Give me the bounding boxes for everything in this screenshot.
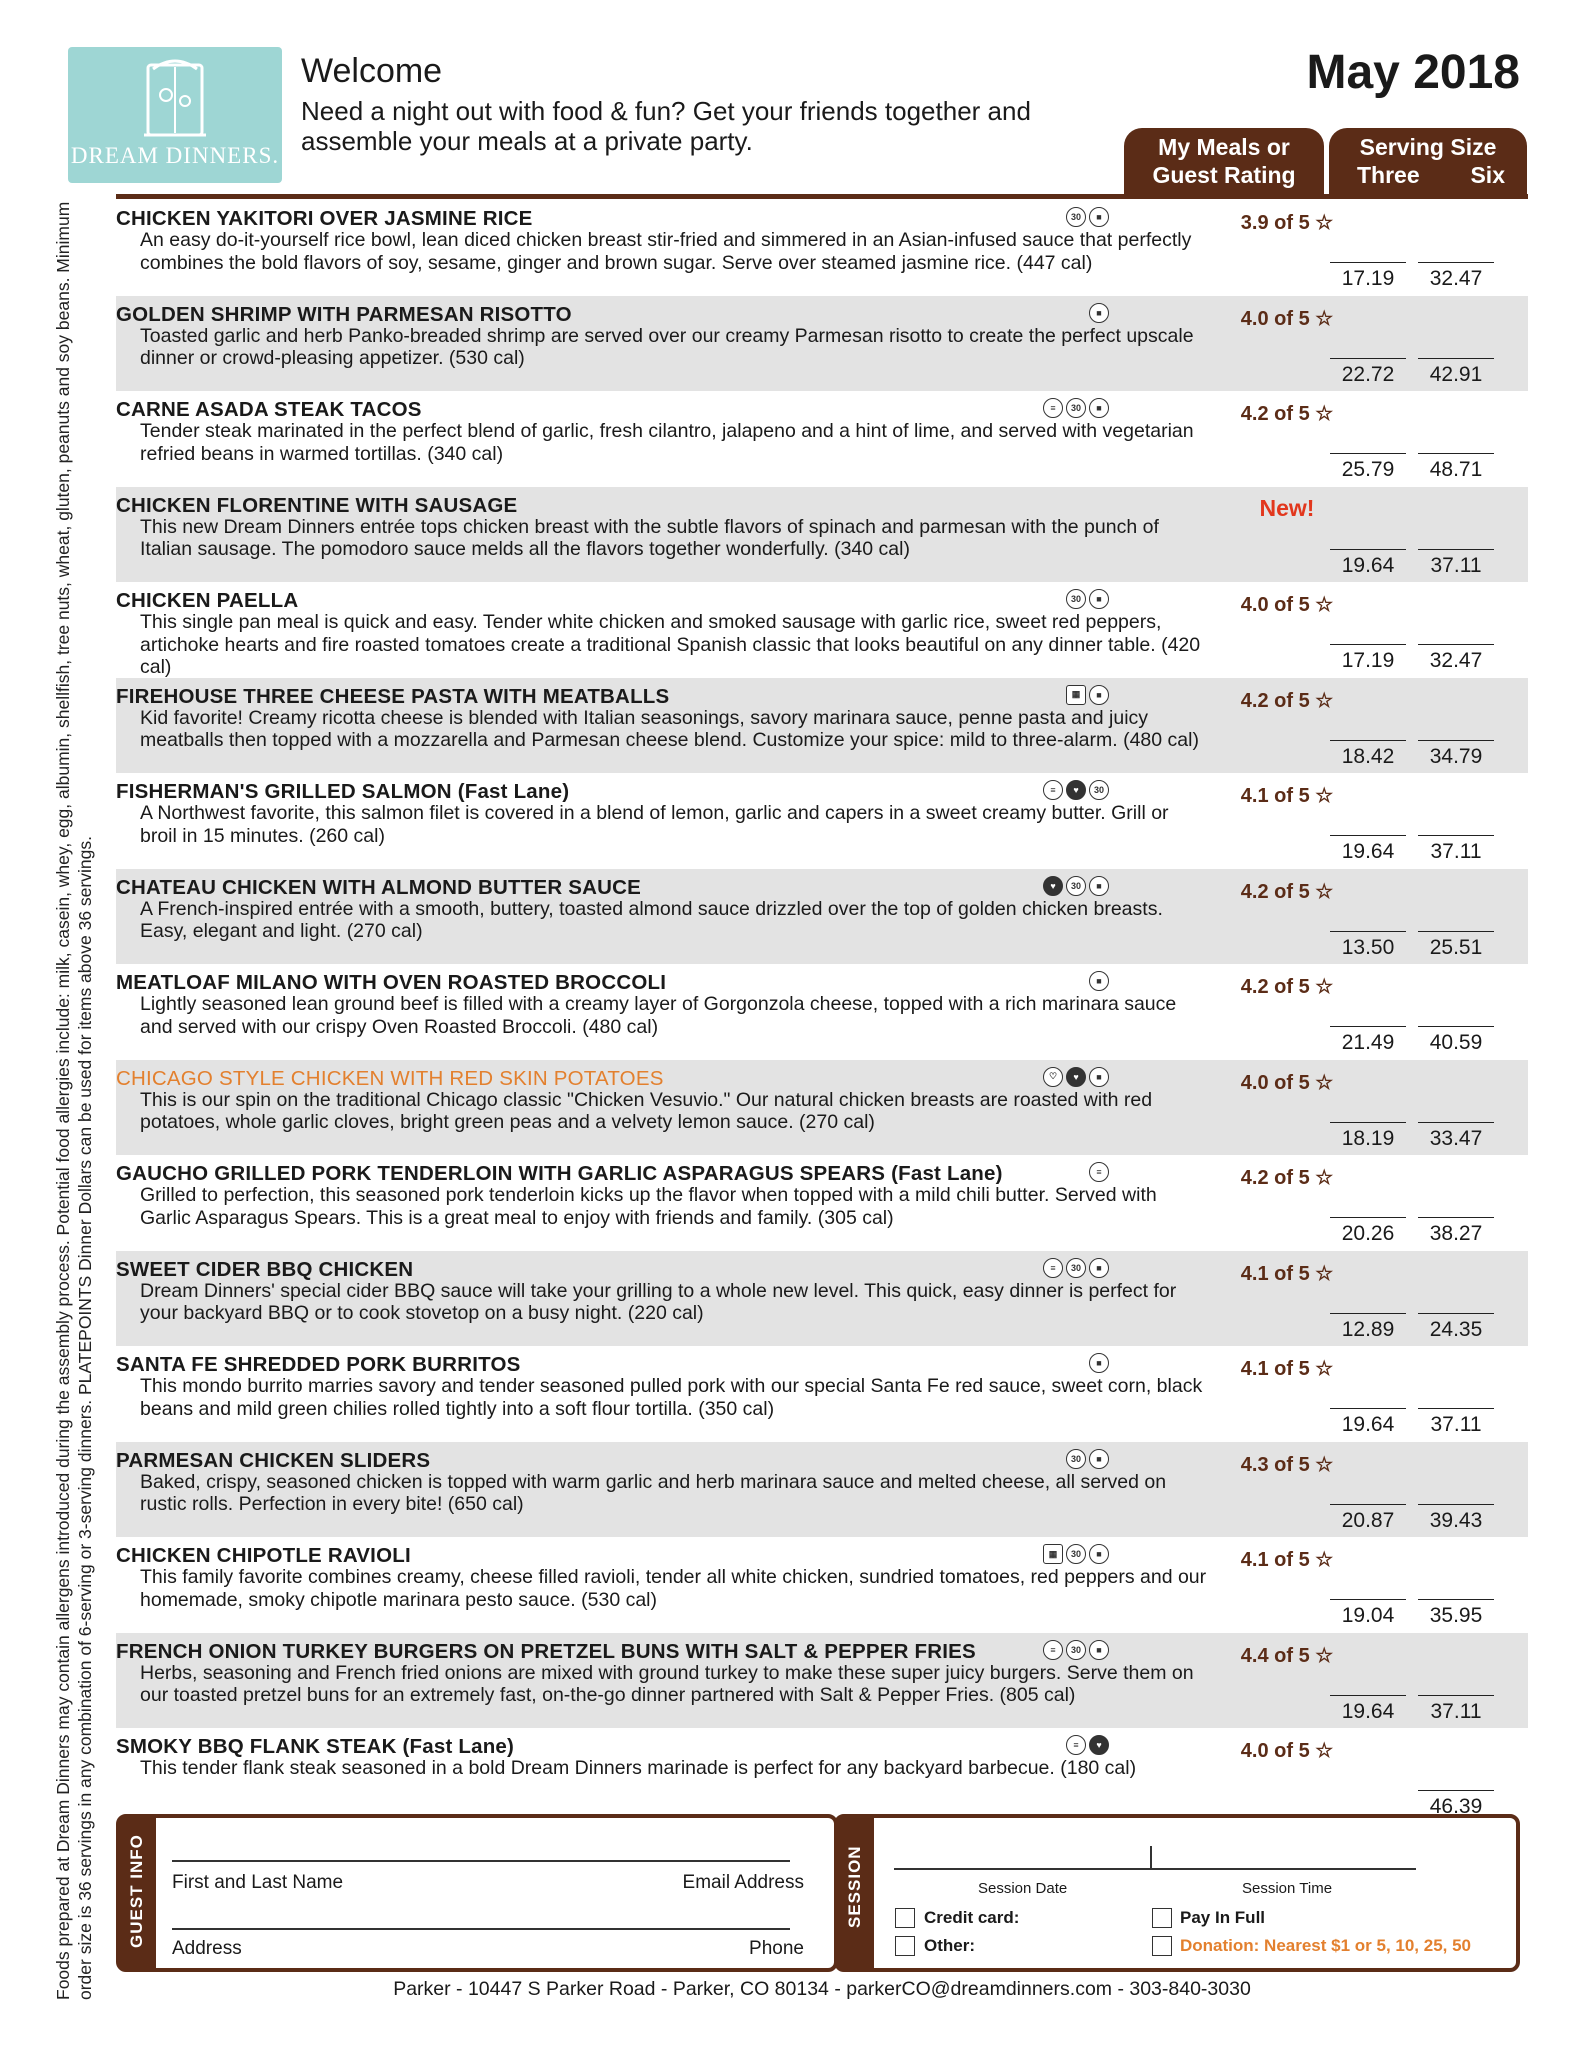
guest-rating: 4.1 of 5 ☆ [1240, 1262, 1334, 1285]
menu-item-icons [1066, 1449, 1109, 1471]
guest-rating: 4.1 of 5 ☆ [1240, 1358, 1334, 1380]
six-serving-price-field[interactable]: 32.47 [1418, 644, 1494, 673]
oven-icon: ▦ [1043, 1544, 1063, 1564]
menu-item-name: CHICKEN YAKITORI OVER JASMINE RICE [116, 207, 533, 230]
30-minute-icon: 30 [1066, 1544, 1086, 1564]
menu-item-description: Herbs, seasoning and French fried onions are mixed with ground turkey to make these super juicy burgers. Serve them on our toasted pretzel buns for an extremely fast, on-the-go dinner partnered with Salt & Pepper Fries. (805 cal) [140, 1661, 1194, 1706]
menu-item-title [116, 1067, 664, 1091]
session-divider [1150, 1846, 1152, 1870]
store-footer: Parker - 10447 S Parker Road - Parker, CO 80134 - parkerCO@dreamdinners.com - 303-840-3030 [393, 1978, 1251, 2000]
menu-item-description: A French-inspired entrée with a smooth, buttery, toasted almond sauce drizzled over the top of golden chicken breasts. Easy, elegant and light. (270 cal) [140, 897, 1163, 942]
menu-item [116, 869, 1528, 964]
menu-item [116, 582, 1528, 677]
guest-info-strip [120, 1818, 156, 1968]
three-serving-price-field[interactable]: 21.49 [1330, 1026, 1406, 1055]
menu-item-title [116, 1258, 413, 1282]
menu-item [116, 1155, 1528, 1250]
menu-item-description: A Northwest favorite, this salmon filet is covered in a blend of lemon, garlic and capers in a sweet creamy butter. Grill or broil in 15 minutes. (260 cal) [140, 802, 1169, 847]
three-serving-price-field[interactable]: 19.64 [1330, 1408, 1406, 1437]
oven-icon: ▦ [1066, 685, 1086, 705]
three-serving-price-field[interactable]: 20.26 [1330, 1217, 1406, 1246]
name-email-line[interactable] [172, 1860, 790, 1862]
menu-item-icons [1066, 589, 1109, 611]
menu-item-description: This tender flank steak seasoned in a bold Dream Dinners marinade is perfect for any backyard barbecue. (180 cal) [140, 1757, 1137, 1779]
microwave-icon: ■ [1089, 398, 1109, 418]
menu-item-icons [1066, 1735, 1109, 1757]
menu-item [116, 200, 1528, 295]
three-serving-price-field[interactable]: 13.50 [1330, 931, 1406, 960]
six-serving-price-field[interactable]: 24.35 [1418, 1313, 1494, 1342]
menu-item-description: An easy do-it-yourself rice bowl, lean diced chicken breast stir-fried and simmered in an Asian-infused sauce that perfectly combines the bold flavors of soy, sesame, ginger and brown sugar. Serve over steamed jasmine rice. (447 cal) [140, 229, 1192, 274]
menu-item-description: This new Dream Dinners entrée tops chicken breast with the subtle flavors of spinach and parmesan with the punch of Italian sausage. The pomodoro sauce melds all the flavors together wonderfully. (340 cal) [140, 515, 1159, 560]
menu-item [116, 391, 1528, 486]
menu-item-name: CHATEAU CHICKEN WITH ALMOND BUTTER SAUCE [116, 875, 642, 899]
menu-item-description: This single pan meal is quick and easy. Tender white chicken and smoked sausage with garlic rice, sweet red peppers, artichoke hearts and fire roasted tomatoes create a traditional Spanish classic that looks beautiful on any dinner table. (420 cal) [140, 611, 1201, 678]
menu-item-title [116, 685, 669, 709]
guest-rating: 4.2 of 5 ☆ [1240, 880, 1334, 903]
microwave-icon: ■ [1089, 1449, 1109, 1469]
three-serving-price-field[interactable]: 19.04 [1330, 1599, 1406, 1628]
six-serving-price-field[interactable]: 33.47 [1418, 1122, 1494, 1151]
heart-healthy-icon: ♥ [1043, 876, 1063, 896]
menu-item-title [116, 1735, 514, 1759]
guest-rating: 4.0 of 5 ☆ [1240, 1740, 1334, 1762]
guest-rating: 4.0 of 5 ☆ [1240, 307, 1334, 330]
menu-item-title [116, 398, 422, 422]
menu-item-name: SANTA FE SHREDDED PORK BURRITOS [116, 1353, 521, 1376]
six-serving-price-field[interactable]: 35.95 [1418, 1599, 1494, 1628]
menu-item [116, 773, 1528, 868]
window-family-icon [68, 47, 282, 147]
guest-rating: 4.2 of 5 ☆ [1240, 403, 1334, 425]
six-serving-price-field[interactable]: 38.27 [1418, 1217, 1494, 1246]
menu-item-description: This mondo burrito marries savory and tender seasoned pulled pork with our special Santa Fe red sauce, sweet corn, black beans and mild green chilies rolled tightly into a soft flour tortilla. (350 cal) [140, 1375, 1203, 1420]
microwave-icon: ■ [1089, 971, 1109, 991]
30-minute-icon: 30 [1066, 1449, 1086, 1469]
donation-checkbox[interactable] [1152, 1936, 1172, 1956]
six-serving-label: Six [1470, 162, 1505, 188]
menu-item-description: This family favorite combines creamy, cheese filled ravioli, tender all white chicken, sundried tomatoes, red peppers and our homemade, smoky chipotle marinara pesto sauce. (530 cal) [140, 1566, 1207, 1611]
tagline: Need a night out with food & fun? Get your friends together and assemble your meals at a private party. [301, 96, 1031, 156]
three-serving-price-field[interactable]: 19.64 [1330, 549, 1406, 578]
30-minute-icon: 30 [1089, 780, 1109, 800]
six-serving-price-field[interactable]: 34.79 [1418, 740, 1494, 769]
session-label: SESSION [845, 1845, 864, 1928]
menu-item-description: Lightly seasoned lean ground beef is filled with a creamy layer of Gorgonzola cheese, topped with a rich marinara sauce and served with our crispy Oven Roasted Broccoli. (480 cal) [140, 993, 1177, 1038]
microwave-icon: ■ [1089, 1544, 1109, 1564]
session-strip [838, 1818, 874, 1968]
menu-item [116, 296, 1528, 391]
serving-size-label: Serving Size [1359, 134, 1497, 160]
address-phone-line[interactable] [172, 1928, 790, 1930]
menu-item-icons [1089, 303, 1109, 325]
session-box [834, 1814, 1520, 1972]
microwave-icon: ■ [1089, 685, 1109, 705]
menu-item [116, 1728, 1528, 1823]
session-date-time-line[interactable] [894, 1868, 1416, 1870]
menu-item-title [116, 1544, 411, 1568]
menu-item-icons [1043, 876, 1109, 898]
menu-item-name: CHICKEN PAELLA [116, 589, 299, 612]
menu-item-name: CARNE ASADA STEAK TACOS [116, 398, 422, 421]
phone-label: Phone [749, 1938, 804, 1959]
session-date-label: Session Date [978, 1880, 1068, 1897]
menu-item-title [116, 494, 517, 518]
menu-item-description: Toasted garlic and herb Panko-breaded shrimp are served over our creamy Parmesan risotto to create the perfect upscale dinner or crowd-pleasing appetizer. (530 cal) [140, 324, 1194, 369]
30-minute-icon: 30 [1066, 1640, 1086, 1660]
guest-rating: 4.2 of 5 ☆ [1240, 689, 1334, 712]
guest-info-label: GUEST INFO [127, 1834, 146, 1948]
welcome-heading: Welcome [301, 52, 443, 90]
three-serving-price-field[interactable]: 17.19 [1330, 262, 1406, 291]
heart-healthy-icon: ♥ [1089, 1735, 1109, 1755]
session-time-label: Session Time [1242, 1880, 1333, 1897]
menu-item [116, 964, 1528, 1059]
30-minute-icon: 30 [1066, 876, 1086, 896]
menu-item-icons [1089, 1353, 1109, 1375]
featured-heart-icon: ♡ [1043, 1067, 1063, 1087]
microwave-icon: ■ [1089, 876, 1109, 896]
three-serving-price-field[interactable]: 17.19 [1330, 644, 1406, 673]
30-minute-icon: 30 [1066, 1258, 1086, 1278]
microwave-icon: ■ [1089, 1640, 1109, 1660]
menu-item-name: SWEET CIDER BBQ CHICKEN [116, 1257, 414, 1281]
three-serving-price-field[interactable] [1330, 1790, 1406, 1794]
30-minute-icon: 30 [1066, 398, 1086, 418]
six-serving-price-field[interactable]: 42.91 [1418, 358, 1494, 387]
three-serving-price-field[interactable]: 12.89 [1330, 1313, 1406, 1342]
six-serving-price-field[interactable]: 46.39 [1418, 1790, 1494, 1819]
six-serving-price-field[interactable]: 25.51 [1418, 931, 1494, 960]
grill-icon: ≡ [1043, 398, 1063, 418]
six-serving-price-field[interactable]: 48.71 [1418, 453, 1494, 482]
guest-info-box [116, 1814, 838, 1972]
menu-item-title [116, 1162, 1003, 1186]
menu-item-icons [1043, 1067, 1109, 1089]
microwave-icon: ■ [1089, 1067, 1109, 1087]
menu-item-icons [1043, 780, 1109, 802]
fast-lane-tag: (Fast Lane) [402, 1735, 515, 1758]
menu-month: May 2018 [1306, 46, 1520, 99]
grill-icon: ≡ [1043, 1640, 1063, 1660]
six-serving-price-field[interactable]: 39.43 [1418, 1504, 1494, 1533]
credit-card-label: Credit card: [924, 1908, 1020, 1927]
six-serving-price-field[interactable]: 40.59 [1418, 1026, 1494, 1055]
menu-item-name: CHICAGO STYLE CHICKEN WITH RED SKIN POTATOES [116, 1066, 664, 1090]
menu-item [116, 1060, 1528, 1155]
menu-item [116, 1442, 1528, 1537]
menu-item-title [116, 1353, 520, 1377]
menu-item-name: GOLDEN SHRIMP WITH PARMESAN RISOTTO [116, 302, 572, 326]
menu-item-name: FISHERMAN'S GRILLED SALMON [116, 780, 452, 803]
microwave-icon: ■ [1089, 1258, 1109, 1278]
header-rule [116, 194, 1528, 199]
menu-item-title [116, 780, 569, 804]
other-checkbox[interactable] [895, 1936, 915, 1956]
microwave-icon: ■ [1089, 303, 1109, 323]
menu-item-title [116, 589, 298, 613]
menu-item-name: FIREHOUSE THREE CHEESE PASTA WITH MEATBALLS [116, 684, 670, 708]
heart-healthy-icon: ♥ [1066, 780, 1086, 800]
guest-rating: 4.1 of 5 ☆ [1240, 1549, 1334, 1571]
menu-item-icons [1043, 1640, 1109, 1662]
menu-item-icons [1089, 971, 1109, 993]
menu-item-name: CHICKEN FLORENTINE WITH SAUSAGE [116, 493, 518, 517]
pay-in-full-label: Pay In Full [1180, 1908, 1266, 1927]
guest-rating: 4.2 of 5 ☆ [1240, 976, 1334, 998]
menu-item-icons [1043, 1544, 1109, 1566]
guest-rating: 3.9 of 5 ☆ [1240, 212, 1334, 234]
microwave-icon: ■ [1089, 589, 1109, 609]
fast-lane-tag: (Fast Lane) [891, 1162, 1003, 1185]
donation-label: Donation: Nearest $1 or 5, 10, 25, 50 [1180, 1936, 1472, 1955]
grill-icon: ≡ [1089, 1162, 1109, 1182]
grill-icon: ≡ [1043, 1258, 1063, 1278]
menu-item-icons [1066, 207, 1109, 229]
three-serving-price-field[interactable]: 22.72 [1330, 358, 1406, 387]
six-serving-price-field[interactable]: 32.47 [1418, 262, 1494, 291]
microwave-icon: ■ [1089, 1353, 1109, 1373]
three-serving-label: Three [1357, 162, 1420, 188]
menu-item-description: Tender steak marinated in the perfect blend of garlic, fresh cilantro, jalapeno and a hint of lime, and served with vegetarian refried beans in warmed tortillas. (340 cal) [140, 420, 1194, 465]
menu-item-description: Grilled to perfection, this seasoned pork tenderloin kicks up the flavor when topped with a mild chili butter. Served with Garlic Asparagus Spears. This is a great meal to enjoy with friends and family. (305 cal) [140, 1184, 1157, 1229]
other-label: Other: [924, 1936, 975, 1955]
fast-lane-tag: (Fast Lane) [457, 780, 570, 803]
30-minute-icon: 30 [1066, 589, 1086, 609]
three-serving-price-field[interactable]: 18.42 [1330, 740, 1406, 769]
six-serving-price-field[interactable]: 37.11 [1418, 549, 1494, 578]
credit-card-checkbox[interactable] [895, 1908, 915, 1928]
six-serving-price-field[interactable]: 37.11 [1418, 835, 1494, 864]
guest-rating: 4.0 of 5 ☆ [1240, 594, 1334, 616]
grill-icon: ≡ [1043, 780, 1063, 800]
menu-item [116, 678, 1528, 773]
three-serving-price-field[interactable]: 20.87 [1330, 1504, 1406, 1533]
menu-item-name: PARMESAN CHICKEN SLIDERS [116, 1448, 431, 1472]
menu-item-icons [1089, 1162, 1109, 1184]
menu-item-description: Kid favorite! Creamy ricotta cheese is blended with Italian seasonings, savory marinara sauce, penne pasta and juicy meatballs then topped with a mozzarella and Parmesan cheese blend. Customize your spice: mild to three-alarm. (480 cal) [140, 706, 1199, 751]
menu-item-title [116, 1449, 430, 1473]
microwave-icon: ■ [1089, 207, 1109, 227]
menu-item-name: MEATLOAF MILANO WITH OVEN ROASTED BROCCOLI [116, 971, 667, 994]
30-minute-icon: 30 [1066, 207, 1086, 227]
menu-item-description: This is our spin on the traditional Chicago classic "Chicken Vesuvio." Our natural chicken breasts are roasted with red potatoes, whole garlic cloves, bright green peas and a velvety lemon sauce. (270 cal) [140, 1088, 1153, 1133]
menu-item-description: Baked, crispy, seasoned chicken is topped with warm garlic and herb marinara sauce and melted cheese, all served on rustic rolls. Perfection in every bite! (650 cal) [140, 1470, 1167, 1515]
menu-item-name: SMOKY BBQ FLANK STEAK [116, 1735, 397, 1758]
new-badge: New! [1259, 494, 1315, 521]
menu-item-description: Dream Dinners' special cider BBQ sauce will take your grilling to a whole new level. This quick, easy dinner is perfect for your backyard BBQ or to cook stovetop on a busy night. (220 cal) [140, 1279, 1177, 1324]
dream-dinners-logo [68, 47, 282, 183]
menu-item-icons [1066, 685, 1109, 707]
rating-column-header: My Meals or Guest Rating [1124, 128, 1324, 196]
menu-item-name: CHICKEN CHIPOTLE RAVIOLI [116, 1544, 411, 1567]
menu-item [116, 1537, 1528, 1632]
menu-item [116, 487, 1528, 582]
menu-item-title [116, 1640, 976, 1664]
grill-icon: ≡ [1066, 1735, 1086, 1755]
guest-rating: 4.0 of 5 ☆ [1240, 1071, 1334, 1094]
menu-item-icons [1043, 398, 1109, 420]
guest-rating: 4.1 of 5 ☆ [1240, 785, 1334, 807]
three-serving-price-field[interactable]: 19.64 [1330, 1695, 1406, 1724]
three-serving-price-field[interactable]: 19.64 [1330, 835, 1406, 864]
menu-item [116, 1251, 1528, 1346]
menu-item-title [116, 876, 641, 900]
heart-healthy-icon: ♥ [1066, 1067, 1086, 1087]
menu-item-name: GAUCHO GRILLED PORK TENDERLOIN WITH GARLIC ASPARAGUS SPEARS [116, 1162, 886, 1185]
guest-rating: 4.3 of 5 ☆ [1240, 1453, 1334, 1476]
menu-item-title [116, 303, 572, 327]
menu-item [116, 1633, 1528, 1728]
guest-rating: 4.4 of 5 ☆ [1240, 1644, 1334, 1667]
guest-rating: 4.2 of 5 ☆ [1240, 1167, 1334, 1189]
six-serving-price-field[interactable]: 37.11 [1418, 1408, 1494, 1437]
brand-name: DREAM DINNERS. [70, 143, 280, 168]
pay-in-full-checkbox[interactable] [1152, 1908, 1172, 1928]
menu-item-title [116, 971, 666, 995]
serving-size-column-header [1329, 128, 1527, 196]
menu-item-name: FRENCH ONION TURKEY BURGERS ON PRETZEL BUNS WITH SALT & PEPPER FRIES [116, 1639, 976, 1663]
menu-item-icons [1043, 1258, 1109, 1280]
six-serving-price-field[interactable]: 37.11 [1418, 1695, 1494, 1724]
name-label: First and Last Name [172, 1872, 344, 1893]
three-serving-price-field[interactable]: 25.79 [1330, 453, 1406, 482]
menu-item [116, 1346, 1528, 1441]
allergen-and-order-note: Foods prepared at Dream Dinners may contain allergens introduced during the assembly process. Potential food allergies include: milk, casein, whey, egg, albumin, shellfish, tree nuts, wheat, gluten, peanuts and soy beans. Minimum order size is 36 servings in any combination of 6-serving or 3-serving dinners. PLATEPOINTS Dinner Dollars can be used for items above 36 servings. [53, 201, 95, 2000]
menu-item-title [116, 207, 533, 231]
address-label: Address [172, 1938, 242, 1959]
email-label: Email Address [682, 1872, 804, 1893]
three-serving-price-field[interactable]: 18.19 [1330, 1122, 1406, 1151]
